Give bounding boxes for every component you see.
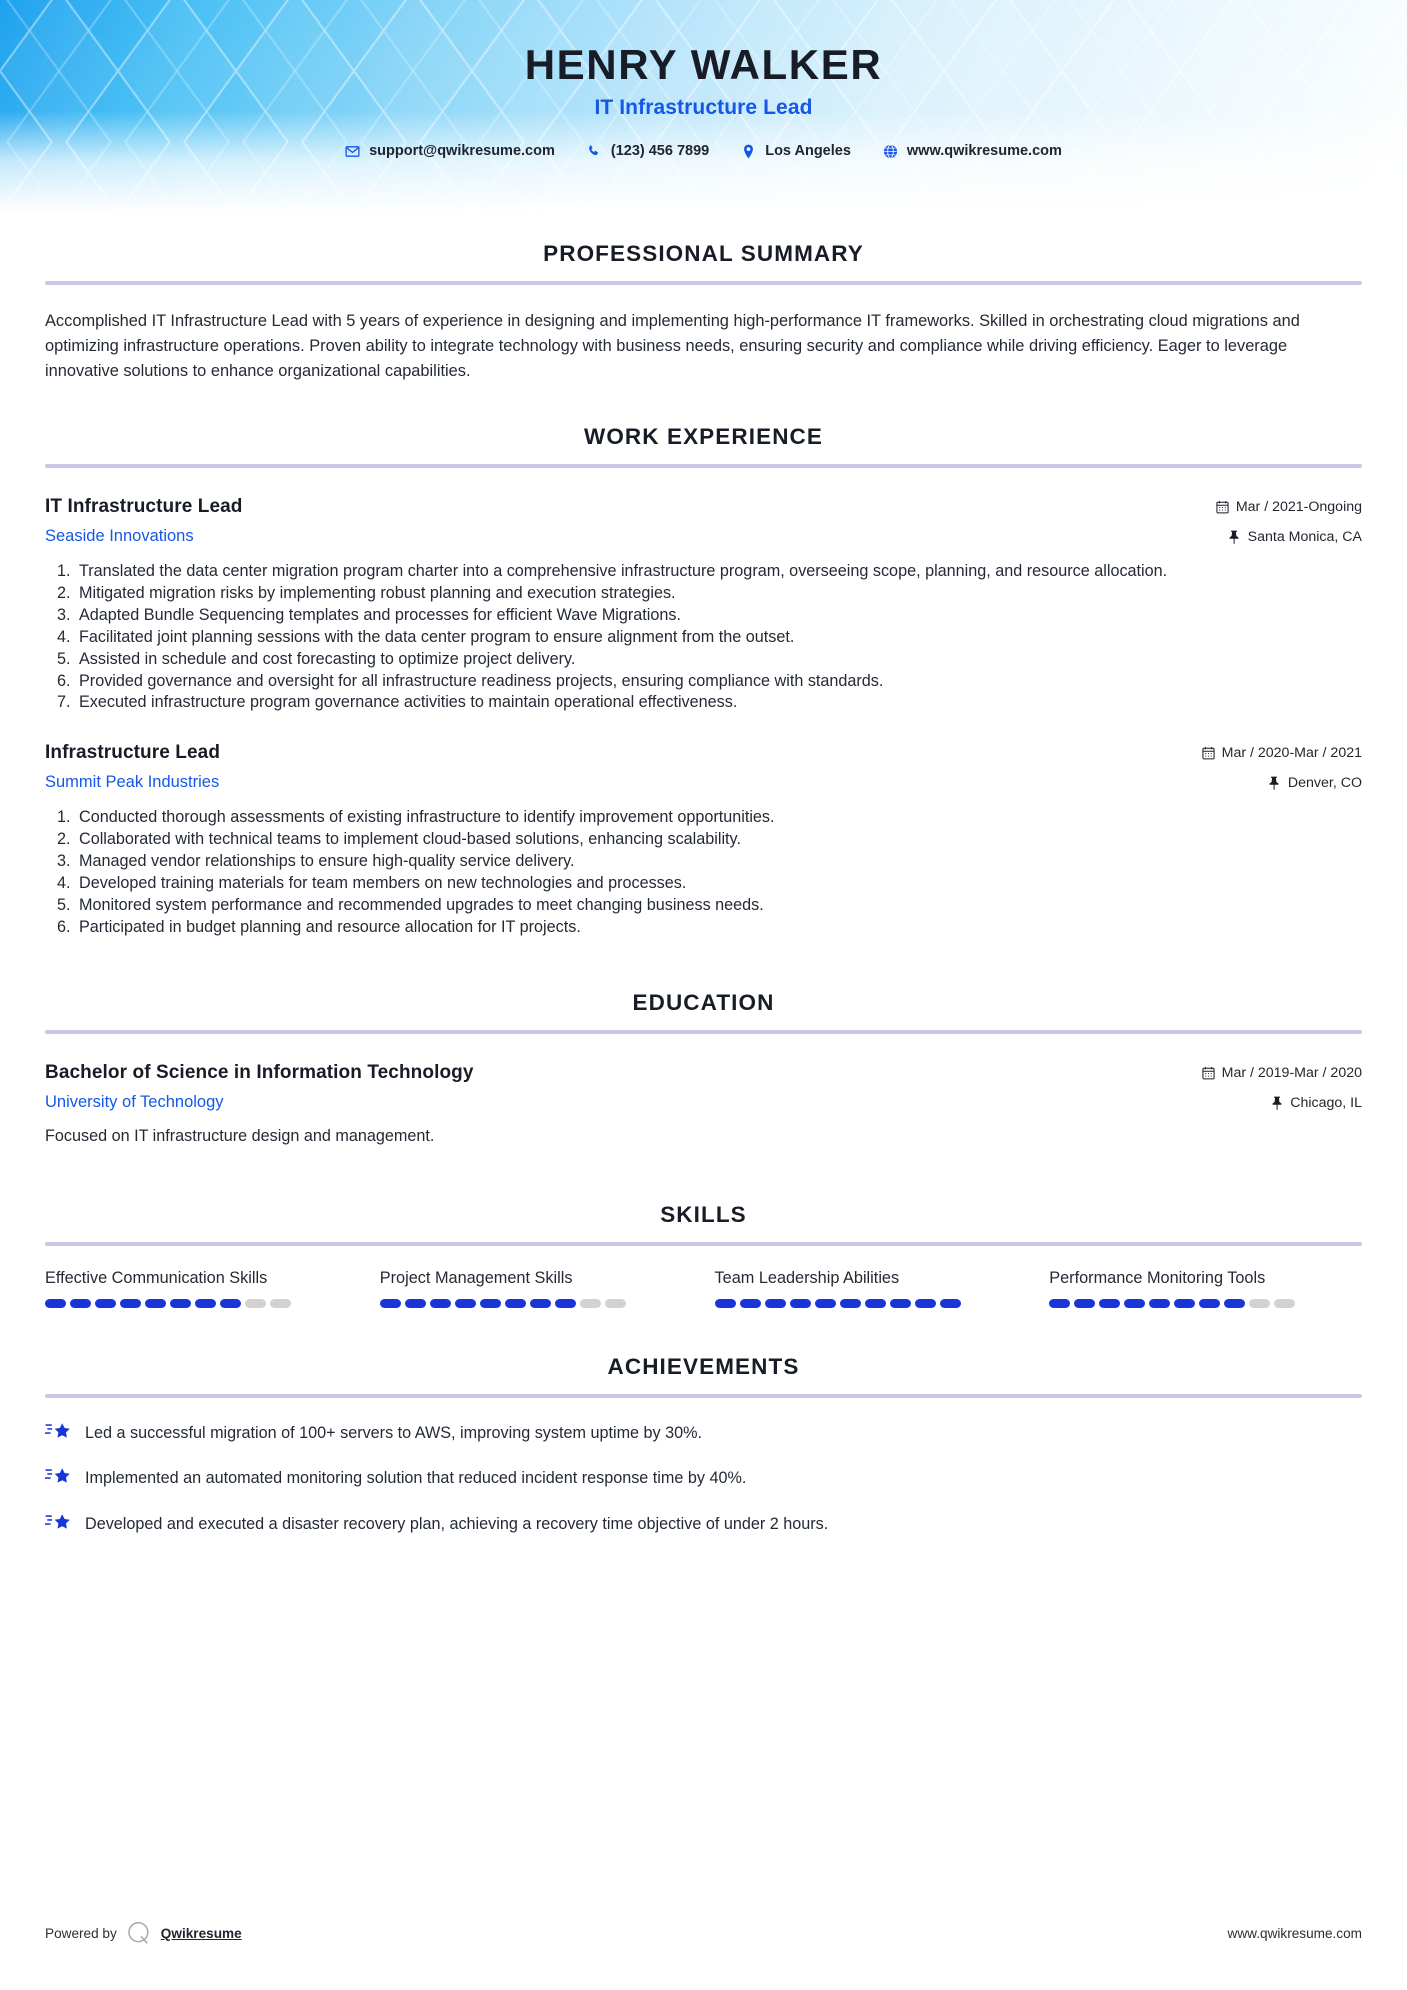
footer-brand-link[interactable]: Qwikresume	[160, 1925, 242, 1941]
list-item: 4. Facilitated joint planning sessions with the data center program to ensure alignment from the outset.	[75, 627, 1362, 649]
education-dates	[1202, 1065, 1362, 1081]
skill-label: Performance Monitoring Tools	[1049, 1269, 1266, 1288]
skill-level-bar	[380, 1299, 693, 1308]
skill-segment	[765, 1299, 786, 1308]
candidate-name: HENRY WALKER	[524, 41, 883, 88]
skill-segment	[1224, 1299, 1245, 1308]
section-title-achievements: ACHIEVEMENTS	[607, 1353, 800, 1379]
list-item: 6. Provided governance and oversight for all infrastructure readiness projects, ensuring compliance with standards.	[75, 671, 1362, 693]
pushpin-icon	[1270, 1096, 1283, 1110]
calendar-icon	[1216, 500, 1229, 514]
skill-segment	[1074, 1299, 1095, 1308]
list-item: 1. Translated the data center migration program charter into a comprehensive infrastructure program, overseeing scope, planning, and resource allocation.	[75, 561, 1362, 583]
skill-segment	[715, 1299, 736, 1308]
contact-row	[0, 143, 1407, 159]
skill-segment	[865, 1299, 886, 1308]
education-location	[1202, 1095, 1362, 1111]
list-item: 3. Managed vendor relationships to ensure high-quality service delivery.	[75, 851, 1362, 873]
skill-segment	[1049, 1299, 1070, 1308]
footer-url[interactable]: www.qwikresume.com	[1227, 1925, 1362, 1941]
section-professional-summary	[45, 213, 1362, 384]
skill-segment	[195, 1299, 216, 1308]
skill-label: Team Leadership Abilities	[714, 1269, 900, 1288]
list-item: 2. Mitigated migration risks by implementing robust planning and execution strategies.	[75, 583, 1362, 605]
section-divider	[45, 1242, 1362, 1246]
candidate-job-title: IT Infrastructure Lead	[594, 96, 813, 120]
skill-level-bar	[1049, 1299, 1362, 1308]
skill-segment	[890, 1299, 911, 1308]
contact-phone[interactable]	[571, 143, 725, 159]
location-pin-icon	[741, 144, 756, 159]
qwikresume-logo-icon	[126, 1920, 152, 1946]
skill-segment	[940, 1299, 961, 1308]
work-dates-text: Mar / 2020-Mar / 2021	[1221, 745, 1362, 762]
skill-segment	[1174, 1299, 1195, 1308]
work-dates-text: Mar / 2021-Ongoing	[1235, 499, 1362, 516]
skill-level-bar	[715, 1299, 1028, 1308]
list-item: 5. Assisted in schedule and cost forecasting to optimize project delivery.	[75, 649, 1362, 671]
list-item	[45, 1513, 1362, 1536]
skill-item	[380, 1268, 693, 1308]
work-location-text: Denver, CO	[1287, 775, 1362, 792]
calendar-icon	[1202, 1066, 1215, 1080]
section-divider	[45, 1394, 1362, 1398]
work-dates	[1216, 499, 1362, 515]
contact-website[interactable]	[867, 143, 1078, 159]
work-location	[1202, 775, 1362, 791]
skill-item	[715, 1268, 1028, 1308]
skill-segment	[790, 1299, 811, 1308]
skill-segment	[245, 1299, 266, 1308]
education-location-text: Chicago, IL	[1290, 1095, 1362, 1112]
contact-website-text: www.qwikresume.com	[906, 143, 1062, 160]
skill-segment	[555, 1299, 576, 1308]
skill-segment	[580, 1299, 601, 1308]
skill-segment	[815, 1299, 836, 1308]
skill-segment	[480, 1299, 501, 1308]
skill-segment	[1099, 1299, 1120, 1308]
summary-text: Accomplished IT Infrastructure Lead with 5 years of experience in designing and implementing high-performance IT frameworks. Skilled in orchestrating cloud migrations and optimizing infrastructure operations. Proven ability to integrate technology with business needs, ensuring security and compliance while driving efficiency. Eager to leverage innovative solutions to enhance organizational capabilities.	[45, 312, 1300, 381]
list-item: 1. Conducted thorough assessments of existing infrastructure to identify improvement opportunities.	[75, 807, 1362, 829]
work-entry-header	[45, 496, 1362, 546]
section-work-experience	[45, 384, 1362, 938]
list-item	[45, 1422, 1362, 1445]
skill-segment	[1249, 1299, 1270, 1308]
shooting-star-icon	[45, 1511, 71, 1535]
contact-location-text: Los Angeles	[765, 143, 851, 160]
skill-segment	[45, 1299, 66, 1308]
section-title-summary: PROFESSIONAL SUMMARY	[543, 241, 864, 266]
skill-segment	[430, 1299, 451, 1308]
achievements-list	[45, 1422, 1362, 1537]
achievement-text: Developed and executed a disaster recovery plan, achieving a recovery time objective of under 2 hours.	[85, 1515, 829, 1534]
work-bullet-list	[45, 807, 1362, 938]
pushpin-icon	[1228, 530, 1241, 544]
work-entry	[45, 496, 1362, 714]
skill-segment	[455, 1299, 476, 1308]
achievement-text: Led a successful migration of 100+ servers to AWS, improving system uptime by 30%.	[85, 1423, 703, 1442]
education-entry-header	[45, 1062, 1362, 1112]
skill-item	[45, 1268, 358, 1308]
section-divider	[45, 281, 1362, 285]
skill-segment	[915, 1299, 936, 1308]
skill-level-bar	[45, 1299, 358, 1308]
list-item: 3. Adapted Bundle Sequencing templates and processes for efficient Wave Migrations.	[75, 605, 1362, 627]
skill-segment	[70, 1299, 91, 1308]
pushpin-icon	[1268, 776, 1281, 790]
footer-powered-by-label: Powered by	[45, 1925, 117, 1941]
contact-phone-text: (123) 456 7899	[610, 143, 710, 160]
achievement-text: Implemented an automated monitoring solution that reduced incident response time by 40%.	[85, 1469, 747, 1488]
skill-segment	[740, 1299, 761, 1308]
phone-icon	[587, 144, 602, 159]
work-location	[1216, 529, 1362, 545]
work-company-name[interactable]: Seaside Innovations	[45, 527, 194, 546]
work-role-title: Infrastructure Lead	[45, 742, 221, 764]
skill-segment	[220, 1299, 241, 1308]
skill-segment	[380, 1299, 401, 1308]
globe-icon	[883, 144, 898, 159]
skill-segment	[95, 1299, 116, 1308]
shooting-star-icon	[45, 1465, 71, 1489]
work-entry-header	[45, 742, 1362, 792]
section-achievements	[45, 1308, 1362, 1537]
section-title-work-experience: WORK EXPERIENCE	[583, 424, 824, 450]
work-company-name[interactable]: Summit Peak Industries	[45, 773, 220, 792]
skill-segment	[120, 1299, 141, 1308]
education-description: Focused on IT infrastructure design and management.	[45, 1127, 435, 1146]
calendar-icon	[1202, 746, 1215, 760]
education-dates-text: Mar / 2019-Mar / 2020	[1221, 1065, 1362, 1082]
shooting-star-icon	[45, 1420, 71, 1444]
education-entry	[45, 1062, 1362, 1148]
resume-header	[0, 0, 1407, 213]
page-footer	[45, 1920, 1362, 1946]
skill-segment	[1124, 1299, 1145, 1308]
work-dates	[1202, 745, 1362, 761]
contact-email-text: support@qwikresume.com	[369, 143, 555, 160]
skill-segment	[1149, 1299, 1170, 1308]
contact-location[interactable]	[725, 143, 867, 159]
section-education	[45, 938, 1362, 1148]
list-item: 6. Participated in budget planning and resource allocation for IT projects.	[75, 917, 1362, 939]
skill-label: Effective Communication Skills	[45, 1269, 268, 1288]
skill-segment	[145, 1299, 166, 1308]
list-item	[45, 1467, 1362, 1490]
email-icon	[345, 144, 360, 159]
skill-segment	[1274, 1299, 1295, 1308]
resume-body	[0, 213, 1407, 1536]
work-bullet-list	[45, 561, 1362, 714]
list-item: 4. Developed training materials for team members on new technologies and processes.	[75, 873, 1362, 895]
skill-segment	[170, 1299, 191, 1308]
section-divider	[45, 1030, 1362, 1034]
skills-grid	[45, 1268, 1362, 1308]
work-entry	[45, 742, 1362, 938]
skill-segment	[605, 1299, 626, 1308]
contact-email[interactable]	[329, 143, 571, 159]
skill-label: Project Management Skills	[379, 1269, 573, 1288]
skill-segment	[505, 1299, 526, 1308]
work-role-title: IT Infrastructure Lead	[45, 496, 243, 518]
work-location-text: Santa Monica, CA	[1247, 529, 1362, 546]
skill-segment	[405, 1299, 426, 1308]
list-item: 7. Executed infrastructure program governance activities to maintain operational effectiveness.	[75, 692, 1362, 714]
skill-item	[1049, 1268, 1362, 1308]
education-institution[interactable]: University of Technology	[45, 1093, 224, 1112]
footer-branding	[45, 1920, 242, 1946]
skill-segment	[270, 1299, 291, 1308]
section-divider	[45, 464, 1362, 468]
skill-segment	[840, 1299, 861, 1308]
section-title-education: EDUCATION	[632, 990, 775, 1016]
education-degree: Bachelor of Science in Information Technology	[45, 1062, 474, 1084]
section-skills	[45, 1148, 1362, 1308]
skill-segment	[1199, 1299, 1220, 1308]
section-title-skills: SKILLS	[660, 1202, 747, 1228]
list-item: 2. Collaborated with technical teams to implement cloud-based solutions, enhancing scalability.	[75, 829, 1362, 851]
skill-segment	[530, 1299, 551, 1308]
list-item: 5. Monitored system performance and recommended upgrades to meet changing business needs.	[75, 895, 1362, 917]
